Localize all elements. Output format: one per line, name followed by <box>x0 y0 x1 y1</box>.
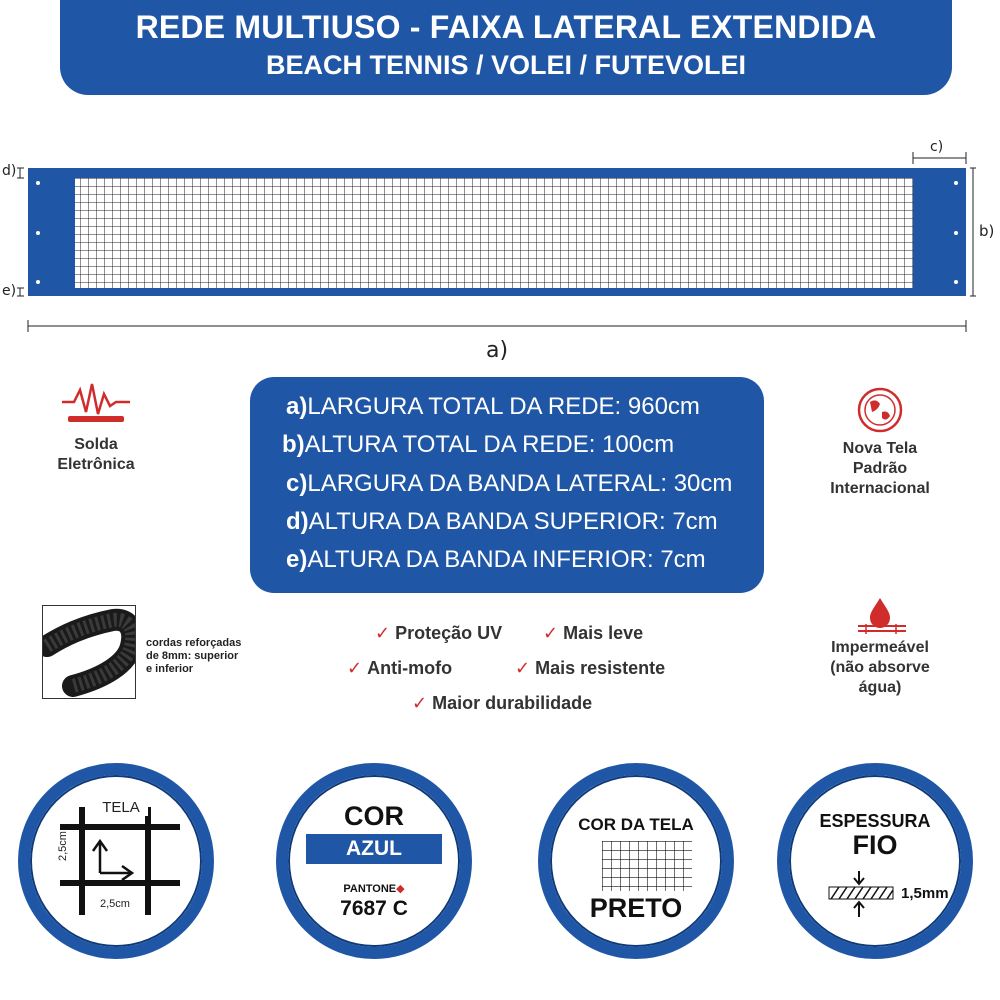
solda-icon <box>60 380 132 430</box>
check-icon: ✓ <box>412 693 428 713</box>
circle-espessura <box>777 763 973 959</box>
feature-leve: ✓ Mais leve <box>543 623 644 643</box>
spec-line-e: e)ALTURA DA BANDA INFERIOR: 7cm <box>286 546 706 573</box>
impermeavel-label: Impermeável (não absorve água) <box>830 639 930 696</box>
spec-line-b: b)ALTURA TOTAL DA REDE: 100cm <box>282 431 675 458</box>
circle-cor-tela <box>538 763 734 959</box>
dim-label-a: a) <box>486 338 509 363</box>
grommet <box>36 231 40 235</box>
grommet <box>954 231 958 235</box>
tela-dim-h: 2,5cm <box>100 898 130 910</box>
pantone-label: PANTONE◆ <box>343 883 405 895</box>
check-icon: ✓ <box>375 623 391 643</box>
rope-photo <box>42 605 136 699</box>
circle-tela <box>18 763 214 959</box>
spec-box <box>250 377 764 593</box>
net-diagram <box>0 130 1000 370</box>
check-icon: ✓ <box>347 658 363 678</box>
grommet <box>36 181 40 185</box>
net-mesh <box>75 178 913 288</box>
dim-label-c: c) <box>930 139 944 155</box>
grommet <box>954 280 958 284</box>
circle-cor <box>276 763 472 959</box>
thickness-icon <box>827 869 897 925</box>
globe-icon <box>854 384 906 436</box>
spec-line-a: a)LARGURA TOTAL DA REDE: 960cm <box>286 393 700 420</box>
solda-label: Solda Eletrônica <box>57 436 135 473</box>
spec-line-d: d)ALTURA DA BANDA SUPERIOR: 7cm <box>286 508 718 535</box>
feature-durabilidade: ✓ Maior durabilidade <box>412 693 593 713</box>
nova-tela-label: Nova Tela Padrão Internacional <box>830 440 930 497</box>
feature-resistente: ✓ Mais resistente <box>515 658 666 678</box>
espessura-value: 1,5mm <box>901 885 949 902</box>
waterproof-icon <box>856 594 908 634</box>
check-icon: ✓ <box>543 623 559 643</box>
dim-label-d: d) <box>2 163 17 179</box>
fio-title: FIO <box>852 830 898 860</box>
pantone-code: 7687 C <box>340 897 408 920</box>
cor-value: AZUL <box>306 834 442 864</box>
rope-label: cordas reforçadas de 8mm: superior e inferior <box>146 637 242 675</box>
page-title: REDE MULTIUSO - FAIXA LATERAL EXTENDIDA <box>135 9 877 45</box>
page-subtitle: BEACH TENNIS / VOLEI / FUTEVOLEI <box>265 50 747 80</box>
cor-tela-title: COR DA TELA <box>578 815 694 834</box>
mesh-sample <box>602 841 692 891</box>
grommet <box>954 181 958 185</box>
dim-label-b: b) <box>979 222 995 240</box>
cor-title: COR <box>344 801 404 831</box>
dim-label-e: e) <box>2 283 17 299</box>
cor-tela-value: PRETO <box>589 893 683 923</box>
espessura-title: ESPESSURA <box>819 811 931 831</box>
check-icon: ✓ <box>515 658 531 678</box>
feature-uv: ✓ Proteção UV <box>375 623 503 643</box>
tela-title: TELA <box>94 799 148 816</box>
feature-mofo: ✓ Anti-mofo <box>347 658 453 678</box>
grommet <box>36 280 40 284</box>
header-banner <box>60 0 952 95</box>
spec-line-c: c)LARGURA DA BANDA LATERAL: 30cm <box>286 470 733 497</box>
tela-dim-v: 2,5cm <box>57 831 69 861</box>
